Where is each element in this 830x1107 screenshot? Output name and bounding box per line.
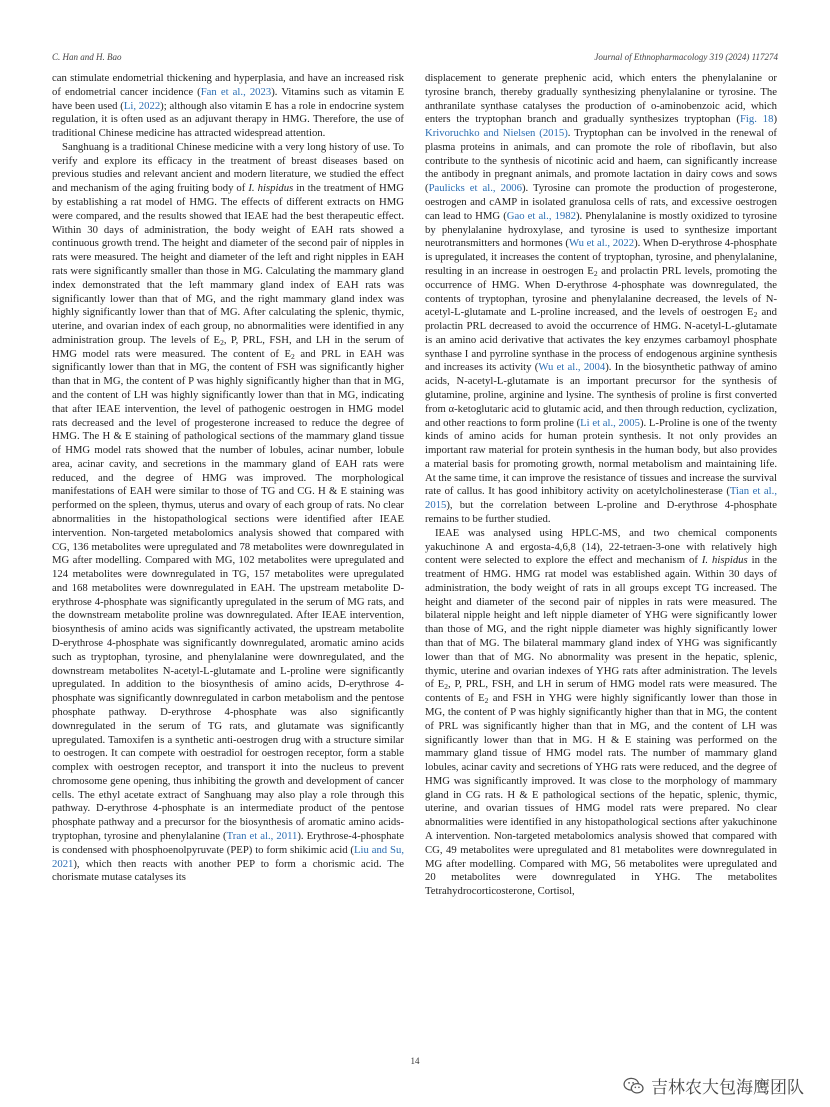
citation-link[interactable]: Wu et al., 2022 bbox=[568, 237, 635, 250]
left-column bbox=[52, 72, 404, 885]
figure-link[interactable]: Fig. 18 bbox=[739, 113, 774, 126]
citation-link[interactable]: Fan et al., 2023 bbox=[200, 85, 272, 98]
wechat-icon bbox=[623, 1077, 645, 1095]
citation-link[interactable]: Tian et al., 2015 bbox=[425, 485, 777, 512]
paragraph: IEAE was analysed using HPLC-MS, and two chemical components yakuchinone A and ergosta-4,6,8 (14), 22-tetraen-3-one with relatively high content were selected to explore the effect and mechanism of I. hispidus in the treatment of HMG. HMG rat model was established again. Within 30 days of administration, the body weight of rats in all groups except TG increased. The height and diameter of the second pair of nipples in rats were measured. The bilateral nipple height and left nipple diameter of YHG were significantly lower than those of MG, and the right nipple diameter was highly significantly lower than that of MG. The bilateral mammary gland index of YHG was significantly lower than that of MG. No abnormality was present in the hepatic, splenic, thymic, uterine and ovarian indexes of YHG rats after administration. The levels of $E_2$, P, PRL, FSH, and LH in serum of HMG model rats were measured. The contents of $E_2$ and FSH in YHG were highly significantly lower than those in MG, the content of P was highly significantly higher than that in MG, the content of PRL was significantly higher than that in MG, and the content of LH was significantly lower than that in MG. H & E staining was performed on the mammary gland tissue of HMG model rats. The number of mammary gland lobules, acinar cavity and secretions of YHG rats were reduced, and the degree of HMG was significantly improved. It was close to the morphology of mammary gland in CG rats. H & E pathological sections of the hepatic, splenic, thymic, uterine, and ovarian tissues of HMG model rats were prepared. No clear abnormalities were identified in any histopathological sections after yakuchinone A intervention. Non-targeted metabolomics analysis showed that compared with CG, 49 metabolites were upregulated and 81 metabolites were downregulated in MG after modelling. Compared with MG, 56 metabolites were upregulated and 20 metabolites were downregulated in YHG. The metabolites Tetrahydrocorticosterone, Cortisol, bbox=[425, 526, 778, 898]
citation-link[interactable]: Li, 2022 bbox=[123, 99, 161, 112]
species-name: I. hispidus bbox=[248, 182, 294, 195]
citation-link[interactable]: Krivoruchko and Nielsen (2015) bbox=[425, 127, 568, 140]
right-column bbox=[425, 72, 777, 899]
citation-link[interactable]: Gao et al., 1982 bbox=[506, 209, 576, 222]
citation-link[interactable]: Wu et al., 2004 bbox=[538, 361, 606, 374]
paragraph: Sanghuang is a traditional Chinese medicine with a very long history of use. To verify and explore its efficacy in the treatment of breast diseases based on previous studies and relevant ancient and modern literature, we studied the effect and mechanism of the aging fruiting body of I. hispidus in the treatment of HMG by establishing a rat model of HMG. The effects of different extracts on HMG were compared, and the results showed that IEAE had the best therapeutic effect. Within 30 days of administration, the body weight of EAH rats showed a continuous growth trend. The height and diameter of the second pair of nipples in rats were measured. The height and diameter of the left and right nipples in EAH rats were significantly smaller than those in MG. Calculating the mammary gland index demonstrated that the left mammary gland index of EAH rats was significantly lower than that of MG, and the right mammary gland index was highly significantly lower than that of MG. After calculating the splenic, thymic, uterine, and ovarian index of each group, no abnormalities were identified in any administration group. The levels of $E_2$, P, PRL, FSH, and LH in the serum of HMG model rats were measured. The content of $E_2$ and PRL in EAH was significantly lower than that in MG, the content of FSH was significantly higher than that in MG, the content of P was highly significantly higher than that in MG, and the content of LH was highly significantly lower than that in MG, indicating that after IEAE intervention, the level of pathogenic oestrogen in HMG model rats decreased and the level of progesterone increased to reduce the degree of HMG. The H & E staining of pathological sections of the mammary gland tissue of HMG model rats showed that the number of lobules, acinar number, lobule area, acinar cavity, and secretions in the mammary gland of EAH rats were reduced, and the degree of HMG was improved. The morphological manifestations of EAH were similar to those of TG and CG. H & E staining was performed on the spleen, thymus, uterus and ovary of each group of rats. No clear abnormalities in the histopathological sections were identified after IEAE intervention. Non-targeted metabolomics analysis showed that compared with CG, 136 metabolites were upregulated and 78 metabolites were downregulated in MG after modelling. Compared with MG, 102 metabolites were upregulated and 124 metabolites were downregulated in TG, 157 metabolites were upregulated and 168 metabolites were downregulated in EAH. The upstream metabolite D-erythrose 4-phosphate was significantly upregulated in the serum of MG rats, and the downstream metabolite proline was downregulated. After IEAE intervention, biosynthesis of amino acids was significantly activated, the upstream metabolite D-erythrose 4-phosphate was significantly downregulated, aromatic amino acids such as tryptophan, tyrosine, and phenylalanine were downregulated, and the downstream metabolites N-acetyl-L-glutamate and L-proline were significantly upregulated. In addition to the biosynthesis of amino acids, D-erythrose 4-phosphate was significantly downregulated in carbon metabolism and the pentose phosphate pathway. D-erythrose 4-phosphate was also significantly downregulated in the serum of TG rats, and glutamate was significantly upregulated. Tamoxifen is a synthetic anti-oestrogen drug with a structure similar to oestrogen. It can compete with oestradiol for oestrogen receptor, form a stable complex with oestrogen receptor, and transport it into the nucleus to prevent chromosome gene opening, thus inhibiting the growth and development of cancer cells. The ethyl acetate extract of Sanghuang may also play a role through this pathway. D-erythrose 4-phosphate is an intermediate product of the pentose phosphate pathway and a precursor for the biosynthesis of aromatic amino acids-tryptophan, tyrosine and phenylalanine (Tran et al., 2011). Erythrose-4-phosphate is condensed with phosphoenolpyruvate (PEP) to form shikimic acid (Liu and Su, 2021), which then reacts with another PEP to form a chorismic acid. The chorismate mutase catalyses its bbox=[52, 140, 405, 884]
watermark bbox=[623, 1073, 804, 1098]
species-name: I. hispidus bbox=[701, 554, 748, 567]
paragraph: displacement to generate prephenic acid, which enters the phenylalanine or tyrosine branch, thereby gradually synthesizing phenylalanine or tyrosine. The anthranilate synthase catalyses the production of o-aminobenzoic acid, which enters the tryptophan branch and gradually synthesizes tryptophan (Fig. 18) Krivoruchko and Nielsen (2015). Tryptophan can be involved in the renewal of plasma proteins in animals, and can promote the role of riboflavin, but also contribute to the synthesis of nicotinic acid and haem, can significantly increase the antibody in pregnant animals, and promote lactation in dairy cows and sows (Paulicks et al., 2006). Tyrosine can promote the production of progesterone, oestrogen and cAMP in isolated granulosa cells of rats, and excessive oestrogen can lead to HMG (Gao et al., 1982). Phenylalanine is mostly oxidized to tyrosine by phenylalanine hydroxylase, and tyrosine is used to synthesize important neurotransmitters and hormones (Wu et al., 2022). When D-erythrose 4-phosphate is upregulated, it increases the content of tryptophan, tyrosine, and phenylalanine, resulting in an increase in oestrogen $E_2$ and prolactin PRL levels, promoting the occurrence of HMG. When D-erythrose 4-phosphate was downregulated, the contents of tryptophan, tyrosine and phenylalanine decreased, the levels of N-acetyl-L-glutamate and L-proline increased, and the levels of oestrogen $E_2$ and prolactin PRL decreased to avoid the occurrence of HMG. N-acetyl-L-glutamate is an amino acid derivative that activates the key enzymes carbamoyl phosphate synthase I and pyrroline synthase in the process of endogenous arginine synthesis and increases its activity (Wu et al., 2004). In the biosynthetic pathway of amino acids, N-acetyl-L-glutamate is an important precursor for the synthesis of glutamine, proline, arginine and lysine. The synthesis of proline is first converted from α-ketoglutaric acid to glutamic acid, and then through reduction, cyclization, and other reactions to form proline (Li et al., 2005). L-Proline is one of the twenty kinds of amino acids for human protein synthesis. It not only provides an important raw material for protein synthesis in the human body, but also provides a material basis for promoting growth, normal metabolism and maintaining life. At the same time, it can improve the resistance of tissues and increase the survival rate of callus. It has good inhibitory activity on acetylcholinesterase (Tian et al., 2015), but the correlation between L-proline and D-erythrose 4-phosphate remains to be further studied. bbox=[425, 72, 778, 525]
citation-link[interactable]: Li et al., 2005 bbox=[580, 416, 640, 429]
citation-link[interactable]: Paulicks et al., 2006 bbox=[428, 182, 522, 195]
page-number: 14 bbox=[410, 1056, 420, 1066]
running-header-journal: Journal of Ethnopharmacology 319 (2024) 117274 bbox=[594, 52, 778, 62]
running-header-authors: C. Han and H. Bao bbox=[52, 52, 122, 62]
paragraph: can stimulate endometrial thickening and hyperplasia, and have an increased risk of endometrial cancer incidence (Fan et al., 2023). Vitamins such as vitamin E have been used (Li, 2022); although also vitamin E has a role in endocrine system regulation, it is often used as an adjuvant therapy in HMG. Therefore, the use of traditional Chinese medicine has attracted widespread attention. bbox=[52, 72, 405, 140]
citation-link[interactable]: Liu and Su, 2021 bbox=[52, 843, 404, 870]
watermark-text: 吉林农大包海鹰团队 bbox=[651, 1078, 804, 1098]
citation-link[interactable]: Tran et al., 2011 bbox=[226, 829, 298, 842]
